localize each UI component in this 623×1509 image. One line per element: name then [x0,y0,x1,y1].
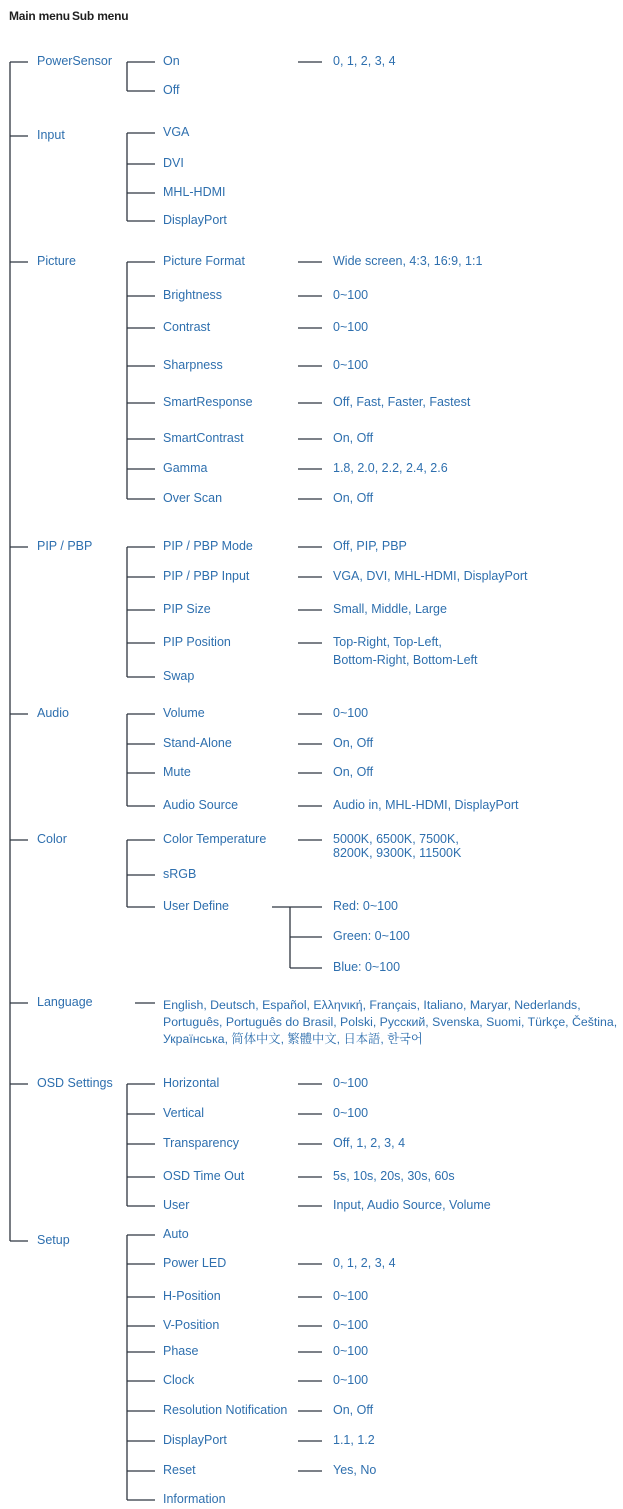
sub-menu-item: PIP Size [163,602,211,616]
sub-menu-item: Off [163,83,180,97]
sub-menu-item: Resolution Notification [163,1403,288,1417]
main-menu-item: Input [37,128,65,142]
sub-menu-item: PIP / PBP Input [163,569,250,583]
sub-menu-item: Power LED [163,1256,227,1270]
option-values: VGA, DVI, MHL-HDMI, DisplayPort [333,569,528,583]
language-options: English, Deutsch, Español, Ελληνική, Français, Italiano, Maryar, Nederlands, Português, Português do Brasil, Polski, Русский, Svenska, Suomi, Türkçe, Čeština, Українська, 简体中文, 繁體中文, 日本語, 한국어 [163,998,618,1046]
sub-menu-item: Vertical [163,1106,204,1120]
option-values: On, Off [333,736,374,750]
sub-menu-item: Volume [163,706,205,720]
option-values: Off, PIP, PBP [333,539,407,553]
sub-menu-item: Clock [163,1373,195,1387]
sub-menu-item: PIP / PBP Mode [163,539,253,553]
option-values: 0, 1, 2, 3, 4 [333,1256,396,1270]
option-values: On, Off [333,765,374,779]
option-values: Wide screen, 4:3, 16:9, 1:1 [333,254,483,268]
sub-menu-item: DisplayPort [163,213,227,227]
option-values: Input, Audio Source, Volume [333,1198,491,1212]
option-values: 5s, 10s, 20s, 30s, 60s [333,1169,455,1183]
sub-menu-item: SmartResponse [163,395,253,409]
sub-menu-item: Over Scan [163,491,223,505]
sub-menu-item: OSD Time Out [163,1169,245,1183]
option-values: On, Off [333,491,374,505]
option-values: 5000K, 6500K, 7500K, [333,832,459,846]
sub-menu-item: User [163,1198,190,1212]
option-values: Yes, No [333,1463,377,1477]
option-values: 0~100 [333,1318,369,1332]
sub-menu-item: sRGB [163,867,197,881]
user-define-value: Blue: 0~100 [333,960,401,974]
sub-menu-item: Brightness [163,288,223,302]
option-values: 0~100 [333,288,369,302]
sub-menu-item: Transparency [163,1136,239,1150]
sub-menu-item: Sharpness [163,358,223,372]
option-values: 0~100 [333,706,369,720]
option-values: 0~100 [333,1373,369,1387]
sub-menu-item: Contrast [163,320,211,334]
sub-menu-item: DVI [163,156,184,170]
sub-menu-item: PIP Position [163,635,231,649]
option-values: Off, Fast, Faster, Fastest [333,395,471,409]
option-values: 0~100 [333,358,369,372]
user-define-value: Green: 0~100 [333,929,410,943]
sub-menu-item: SmartContrast [163,431,244,445]
sub-menu-item: Gamma [163,461,208,475]
sub-menu-item: Information [163,1492,226,1506]
sub-menu-item: MHL-HDMI [163,185,226,199]
sub-menu-item: Color Temperature [163,832,267,846]
main-menu-item: Picture [37,254,76,268]
option-values: On, Off [333,1403,374,1417]
sub-menu-item: On [163,54,180,68]
sub-menu-item: Picture Format [163,254,245,268]
main-menu-item: OSD Settings [37,1076,113,1090]
option-values: Bottom-Right, Bottom-Left [333,653,478,667]
sub-menu-item: Swap [163,669,195,683]
option-values: On, Off [333,431,374,445]
sub-menu-item: User Define [163,899,229,913]
sub-menu-item: H-Position [163,1289,221,1303]
option-values: Small, Middle, Large [333,602,447,616]
option-values: 1.8, 2.0, 2.2, 2.4, 2.6 [333,461,448,475]
sub-menu-item: Stand-Alone [163,736,232,750]
option-values: Top-Right, Top-Left, [333,635,442,649]
sub-menu-header: Sub menu [72,9,129,23]
option-values: 0~100 [333,320,369,334]
option-values: Audio in, MHL-HDMI, DisplayPort [333,798,519,812]
option-values: 0~100 [333,1076,369,1090]
sub-menu-item: Mute [163,765,191,779]
user-define-value: Red: 0~100 [333,899,398,913]
sub-menu-item: DisplayPort [163,1433,227,1447]
sub-menu-item: VGA [163,125,190,139]
main-menu-item: Language [37,995,93,1009]
option-values: 0~100 [333,1106,369,1120]
main-menu-item: Audio [37,706,69,720]
sub-menu-item: V-Position [163,1318,220,1332]
sub-menu-item: Phase [163,1344,199,1358]
main-menu-item: PowerSensor [37,54,113,68]
option-values: 0~100 [333,1344,369,1358]
main-menu-item: PIP / PBP [37,539,93,553]
option-values: 1.1, 1.2 [333,1433,375,1447]
sub-menu-item: Reset [163,1463,196,1477]
sub-menu-item: Audio Source [163,798,239,812]
main-menu-header: Main menu [9,9,70,23]
sub-menu-item: Horizontal [163,1076,220,1090]
option-values: 0~100 [333,1289,369,1303]
main-menu-item: Setup [37,1233,70,1247]
option-values: 8200K, 9300K, 11500K [333,846,462,860]
option-values: 0, 1, 2, 3, 4 [333,54,396,68]
sub-menu-item: Auto [163,1227,189,1241]
option-values: Off, 1, 2, 3, 4 [333,1136,406,1150]
main-menu-item: Color [37,832,67,846]
